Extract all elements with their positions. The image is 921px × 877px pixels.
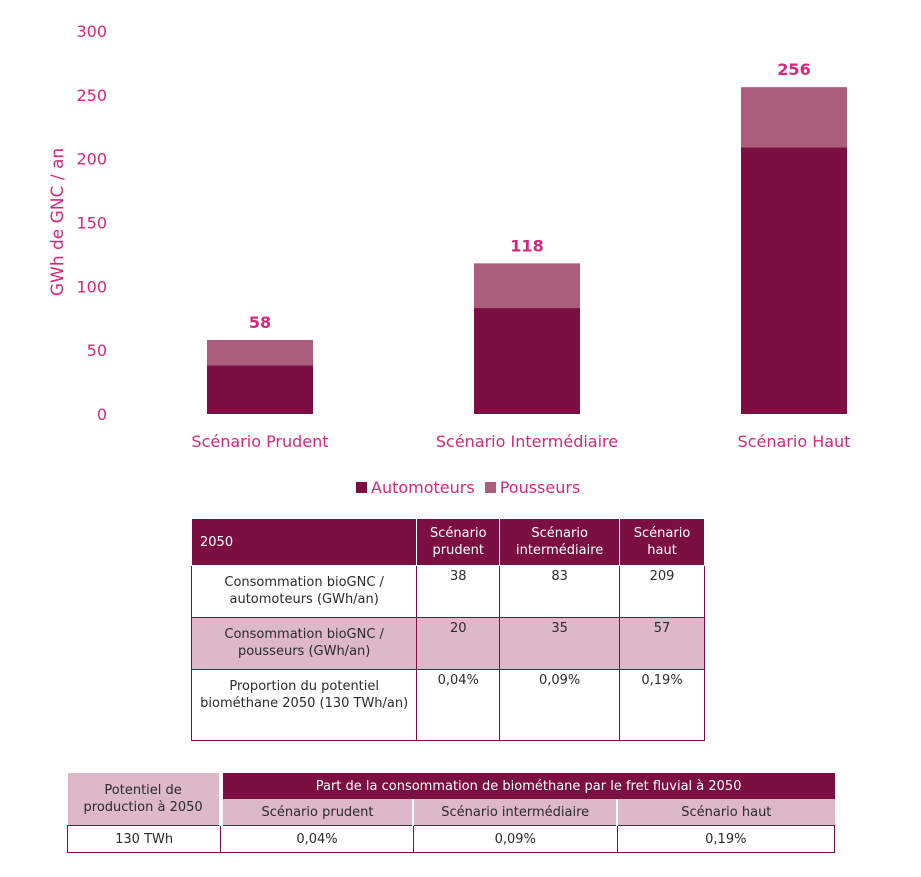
legend xyxy=(356,478,580,497)
cell: 0,09% xyxy=(500,670,620,741)
bar-total-label: 58 xyxy=(248,312,272,332)
consumption-table xyxy=(191,518,705,741)
cell: 0,04% xyxy=(221,826,414,853)
bar-automoteurs xyxy=(741,147,847,414)
bar-pousseurs xyxy=(741,87,847,147)
row-label: Consommation bioGNC / pousseurs (GWh/an) xyxy=(192,618,417,670)
legend-swatch-automoteurs xyxy=(356,482,367,493)
legend-item-automoteurs xyxy=(356,478,475,497)
table-header-row xyxy=(192,519,705,566)
y-axis-ticks xyxy=(76,22,107,424)
legend-label-automoteurs: Automoteurs xyxy=(371,478,475,497)
x-category-label: Scénario Haut xyxy=(737,432,851,451)
y-tick-label: 0 xyxy=(96,405,107,424)
bar-pousseurs xyxy=(207,340,313,366)
row-label: Proportion du potentiel biométhane 2050 (130 TWh/an) xyxy=(192,670,417,741)
subheader-prudent: Scénario prudent xyxy=(221,799,414,826)
potential-value: 130 TWh xyxy=(68,826,221,853)
legend-label-pousseurs: Pousseurs xyxy=(499,478,581,497)
bar-automoteurs xyxy=(207,365,313,414)
bar-pousseurs xyxy=(474,263,580,308)
share-table xyxy=(67,773,835,853)
cell: 38 xyxy=(417,566,500,618)
cell: 35 xyxy=(500,618,620,670)
y-tick-label: 100 xyxy=(76,277,107,297)
y-tick-label: 300 xyxy=(76,22,107,41)
share-header-row xyxy=(68,773,835,799)
x-category-label: Scénario Intermédiaire xyxy=(435,432,619,451)
bar-total-label: 256 xyxy=(777,60,811,80)
y-tick-label: 150 xyxy=(76,213,107,233)
cell: 0,19% xyxy=(620,670,705,741)
cell: 209 xyxy=(620,566,705,618)
subheader-haut: Scénario haut xyxy=(617,799,834,826)
subheader-intermediaire: Scénario intermédiaire xyxy=(413,799,617,826)
x-category-label: Scénario Prudent xyxy=(191,432,329,451)
cell: 0,09% xyxy=(413,826,617,853)
cell: 57 xyxy=(620,618,705,670)
legend-swatch-pousseurs xyxy=(485,482,496,493)
cell: 0,04% xyxy=(417,670,500,741)
bar-automoteurs xyxy=(474,308,580,414)
table-row xyxy=(192,670,705,741)
share-span-header: Part de la consommation de biométhane par le fret fluvial à 2050 xyxy=(221,773,835,799)
row-label: Consommation bioGNC / automoteurs (GWh/an) xyxy=(192,566,417,618)
header-prudent: Scénario prudent xyxy=(417,519,500,566)
header-intermediaire: Scénario intermédiaire xyxy=(500,519,620,566)
cell: 0,19% xyxy=(617,826,834,853)
header-haut: Scénario haut xyxy=(620,519,705,566)
y-tick-label: 200 xyxy=(76,149,107,169)
legend-item-pousseurs xyxy=(485,478,581,497)
y-tick-label: 250 xyxy=(76,85,107,105)
share-value-row xyxy=(68,826,835,853)
y-tick-label: 50 xyxy=(86,341,107,361)
table-corner: 2050 xyxy=(192,519,417,566)
y-axis-label: GWh de GNC / an xyxy=(48,147,68,297)
cell: 83 xyxy=(500,566,620,618)
table-row xyxy=(192,618,705,670)
potential-header: Potentiel de production à 2050 xyxy=(68,773,221,826)
bar-total-label: 118 xyxy=(510,236,544,256)
cell: 20 xyxy=(417,618,500,670)
table-row xyxy=(192,566,705,618)
x-axis-categories xyxy=(191,432,850,451)
